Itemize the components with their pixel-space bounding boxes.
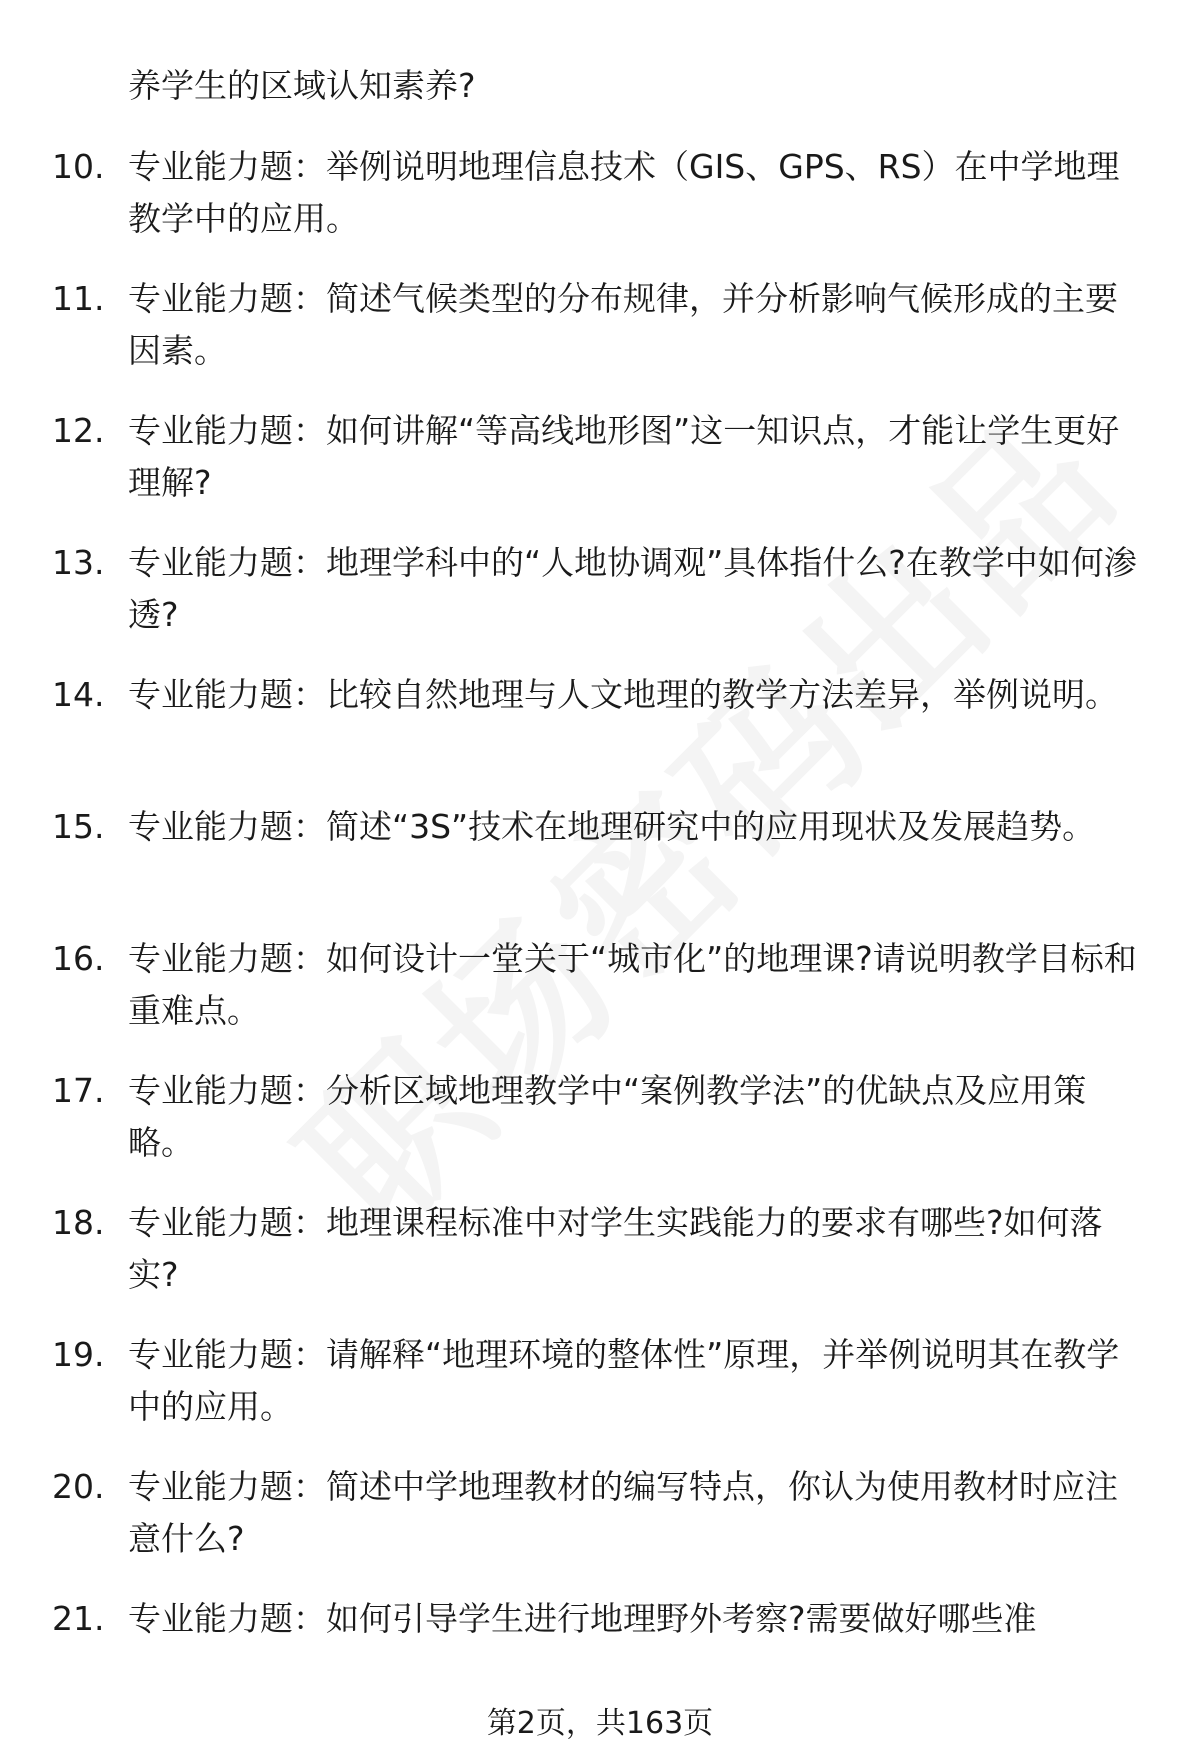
- question-number: 16.: [52, 939, 105, 978]
- question-text: 专业能力题：如何引导学生进行地理野外考察?需要做好哪些准: [128, 1599, 1037, 1638]
- question-number: 19.: [52, 1335, 105, 1374]
- list-item: [0, 801, 1200, 933]
- question-number: 13.: [52, 543, 105, 582]
- question-text: 专业能力题：地理课程标准中对学生实践能力的要求有哪些?如何落实?: [128, 1203, 1103, 1294]
- question-text: 专业能力题：简述中学地理教材的编写特点，你认为使用教材时应注意什么?: [128, 1467, 1118, 1558]
- list-item: [0, 537, 1200, 669]
- question-number: 20.: [52, 1467, 105, 1506]
- question-number: 12.: [52, 411, 105, 450]
- question-list: [0, 141, 1200, 1725]
- list-item: [0, 405, 1200, 537]
- question-number: 21.: [52, 1599, 105, 1638]
- question-number: 14.: [52, 675, 105, 714]
- question-number: 18.: [52, 1203, 105, 1242]
- question-number: 17.: [52, 1071, 105, 1110]
- list-item: [0, 1065, 1200, 1197]
- list-item: [0, 273, 1200, 405]
- question-number: 11.: [52, 279, 105, 318]
- list-item: [0, 1461, 1200, 1593]
- list-item: [0, 933, 1200, 1065]
- question-text: 专业能力题：请解释“地理环境的整体性”原理，并举例说明其在教学中的应用。: [128, 1335, 1120, 1426]
- question-text: 专业能力题：举例说明地理信息技术（GIS、GPS、RS）在中学地理教学中的应用。: [128, 147, 1120, 238]
- question-text: 专业能力题：如何讲解“等高线地形图”这一知识点，才能让学生更好理解?: [128, 411, 1120, 502]
- question-number: 15.: [52, 807, 105, 846]
- question-text: 专业能力题：简述“3S”技术在地理研究中的应用现状及发展趋势。: [128, 807, 1096, 846]
- list-item: [0, 1197, 1200, 1329]
- question-9-continuation: 养学生的区域认知素养?: [128, 66, 476, 105]
- list-item: [0, 669, 1200, 801]
- page-footer: 第2页，共163页: [486, 1706, 714, 1741]
- question-text: 专业能力题：比较自然地理与人文地理的教学方法差异，举例说明。: [128, 675, 1118, 714]
- list-item: [0, 141, 1200, 273]
- question-text: 专业能力题：分析区域地理教学中“案例教学法”的优缺点及应用策略。: [128, 1071, 1087, 1162]
- question-text: 专业能力题：地理学科中的“人地协调观”具体指什么?在教学中如何渗透?: [128, 543, 1137, 634]
- question-text: 专业能力题：简述气候类型的分布规律，并分析影响气候形成的主要因素。: [128, 279, 1118, 370]
- question-number: 10.: [52, 147, 105, 186]
- question-text: 专业能力题：如何设计一堂关于“城市化”的地理课?请说明教学目标和重难点。: [128, 939, 1137, 1030]
- list-item: [0, 1329, 1200, 1461]
